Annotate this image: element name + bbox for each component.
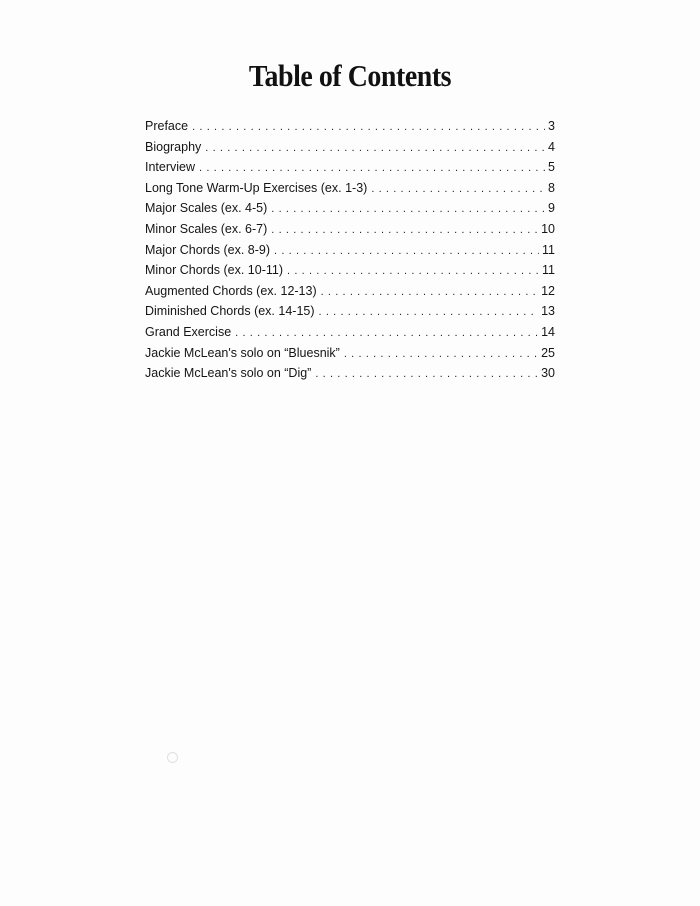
page-title: Table of Contents	[248, 58, 452, 93]
toc-entry	[145, 346, 555, 367]
toc-entry-title: Minor Scales (ex. 6-7)	[145, 221, 268, 236]
toc-entry	[145, 160, 555, 181]
dot-leader	[371, 183, 545, 195]
toc-entry-title: Diminished Chords (ex. 14-15)	[145, 304, 315, 319]
toc-entry-page: 11	[542, 242, 555, 257]
dot-leader	[199, 162, 545, 174]
dot-leader	[274, 245, 539, 257]
toc-entry-title: Jackie McLean's solo on “Bluesnik”	[145, 345, 340, 360]
toc-entry-page: 4	[548, 139, 555, 154]
toc-entry-title: Jackie McLean's solo on “Dig”	[145, 366, 312, 381]
toc-entry-title: Preface	[145, 119, 189, 133]
dot-leader	[271, 224, 538, 236]
toc-entry	[145, 325, 555, 346]
toc-entry-title: Long Tone Warm-Up Exercises (ex. 1-3)	[145, 180, 368, 195]
toc-entry-page: 25	[541, 345, 555, 360]
dot-leader	[319, 306, 539, 318]
toc-entry-page: 30	[541, 366, 555, 381]
toc-entry	[145, 222, 555, 243]
toc-entry	[145, 181, 555, 202]
toc-entry-page: 5	[548, 160, 555, 175]
toc-entry-title: Major Scales (ex. 4-5)	[145, 201, 268, 216]
toc-entry	[145, 243, 555, 264]
toc-entry	[145, 140, 555, 161]
toc-entry-page: 9	[548, 201, 555, 216]
table-of-contents	[145, 119, 555, 387]
toc-entry	[145, 263, 555, 284]
dot-leader	[192, 121, 545, 133]
toc-entry-title: Interview	[145, 160, 196, 175]
toc-entry	[145, 119, 555, 140]
toc-entry-title: Major Chords (ex. 8-9)	[145, 242, 271, 257]
toc-entry-title: Minor Chords (ex. 10-11)	[145, 263, 284, 278]
toc-entry	[145, 201, 555, 222]
toc-entry-page: 12	[541, 283, 555, 298]
toc-entry-page: 14	[541, 324, 555, 339]
dot-leader	[315, 368, 538, 380]
toc-entry-page: 10	[541, 221, 555, 236]
dot-leader	[287, 265, 539, 277]
toc-entry-title: Augmented Chords (ex. 12-13)	[145, 283, 317, 298]
toc-entry	[145, 304, 555, 325]
dot-leader	[321, 286, 538, 298]
toc-entry-page: 8	[548, 180, 555, 195]
dot-leader	[271, 203, 545, 215]
toc-entry	[145, 366, 555, 387]
toc-entry	[145, 284, 555, 305]
dot-leader	[205, 142, 545, 154]
toc-entry-title: Grand Exercise	[145, 324, 232, 339]
toc-entry-page: 3	[548, 119, 555, 133]
toc-entry-title: Biography	[145, 139, 202, 154]
dot-leader	[344, 348, 538, 360]
dot-leader	[235, 327, 538, 339]
toc-entry-page: 11	[542, 263, 555, 278]
paper-speck	[167, 752, 178, 763]
toc-entry-page: 13	[541, 304, 555, 319]
